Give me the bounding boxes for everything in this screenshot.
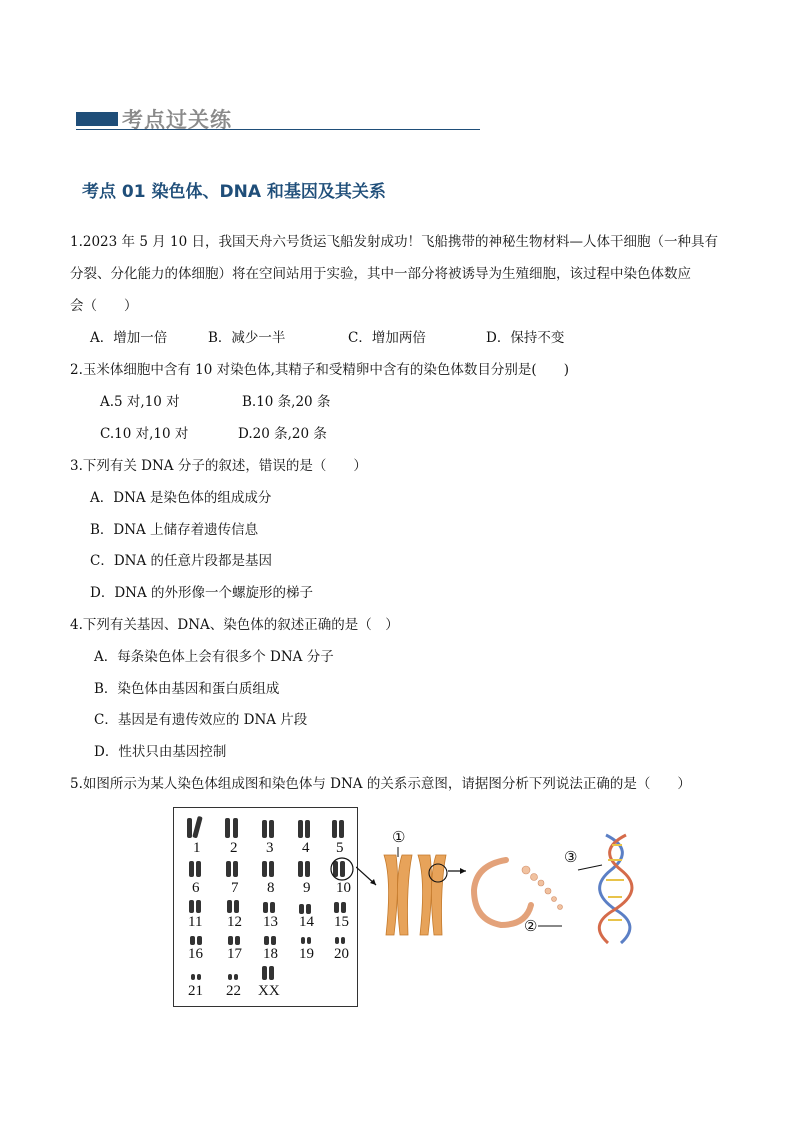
karyotype-label: 20 [334, 946, 349, 962]
karyotype-label: 9 [303, 880, 311, 896]
q4-option-b: B．染色体由基因和蛋白质组成 [94, 681, 280, 697]
q4-option-d: D．性状只由基因控制 [94, 744, 227, 760]
q4-stem: 4.下列有关基因、DNA、染色体的叙述正确的是（ ） [70, 617, 399, 633]
q1-line2: 分裂、分化能力的体细胞）将在空间站用于实验，其中一部分将被诱导为生殖细胞，该过程中染色体数应 [70, 266, 691, 282]
karyotype-label: 12 [227, 914, 242, 930]
karyotype-figure [173, 807, 358, 1007]
karyotype-label: 17 [227, 946, 242, 962]
q2-option-c: C.10 对,10 对 [100, 426, 189, 442]
karyotype-label: 18 [263, 946, 278, 962]
q1-line1: 1.2023 年 5 月 10 日，我国天舟六号货运飞船发射成功！飞船携带的神秘生物材料—人体干细胞（一种具有 [70, 234, 718, 250]
karyotype-label: 7 [231, 880, 239, 896]
q4-option-c: C．基因是有遗传效应的 DNA 片段 [94, 712, 308, 728]
karyotype-label: 14 [299, 914, 314, 930]
section-header-title: 考点过关练 [122, 107, 232, 132]
karyotype-label: 15 [334, 914, 349, 930]
q2-option-b: B.10 条,20 条 [242, 394, 331, 410]
marker-3: ③ [564, 848, 578, 866]
q1-line3: 会（ ） [70, 298, 138, 314]
karyotype-label: 16 [188, 946, 203, 962]
karyotype-chromosomes [174, 808, 357, 1006]
karyotype-label: 8 [267, 880, 275, 896]
karyotype-label: 6 [192, 880, 200, 896]
karyotype-label: 4 [302, 840, 310, 856]
karyotype-label: 2 [230, 840, 238, 856]
karyotype-label: 22 [226, 983, 241, 999]
section-header-triangle [104, 112, 124, 126]
q3-stem: 3.下列有关 DNA 分子的叙述，错误的是（ ） [70, 458, 367, 474]
q2-stem: 2.玉米体细胞中含有 10 对染色体,其精子和受精卵中含有的染色体数目分别是( ) [70, 362, 569, 378]
q3-option-a: A．DNA 是染色体的组成成分 [90, 490, 272, 506]
q3-option-b: B．DNA 上储存着遗传信息 [90, 522, 259, 538]
karyotype-label: 5 [336, 840, 344, 856]
q1-option-d: D．保持不变 [486, 330, 565, 346]
q1-option-a: A．增加一倍 [90, 330, 168, 346]
q1-option-b: B．减少一半 [208, 330, 286, 346]
karyotype-label: 13 [263, 914, 278, 930]
q5-stem: 5.如图所示为某人染色体组成图和染色体与 DNA 的关系示意图，请据图分析下列说法正确的是（ ） [70, 776, 691, 792]
q3-option-d: D．DNA 的外形像一个螺旋形的梯子 [90, 585, 314, 601]
topic-title: 考点 01 染色体、DNA 和基因及其关系 [82, 182, 386, 202]
marker-2: ② [524, 917, 538, 935]
karyotype-label: XX [258, 983, 280, 999]
karyotype-label: 3 [266, 840, 274, 856]
section-header-line [76, 129, 480, 130]
karyotype-label: 19 [299, 946, 314, 962]
q2-option-a: A.5 对,10 对 [100, 394, 180, 410]
marker-1: ① [392, 828, 406, 846]
q4-option-a: A．每条染色体上会有很多个 DNA 分子 [94, 649, 334, 665]
karyotype-label: 1 [193, 840, 201, 856]
karyotype-label: 21 [188, 983, 203, 999]
q1-option-c: C．增加两倍 [348, 330, 426, 346]
karyotype-label: 11 [188, 914, 203, 930]
q3-option-c: C．DNA 的任意片段都是基因 [90, 553, 273, 569]
q2-option-d: D.20 条,20 条 [238, 426, 327, 442]
karyotype-label: 10 [336, 880, 351, 896]
